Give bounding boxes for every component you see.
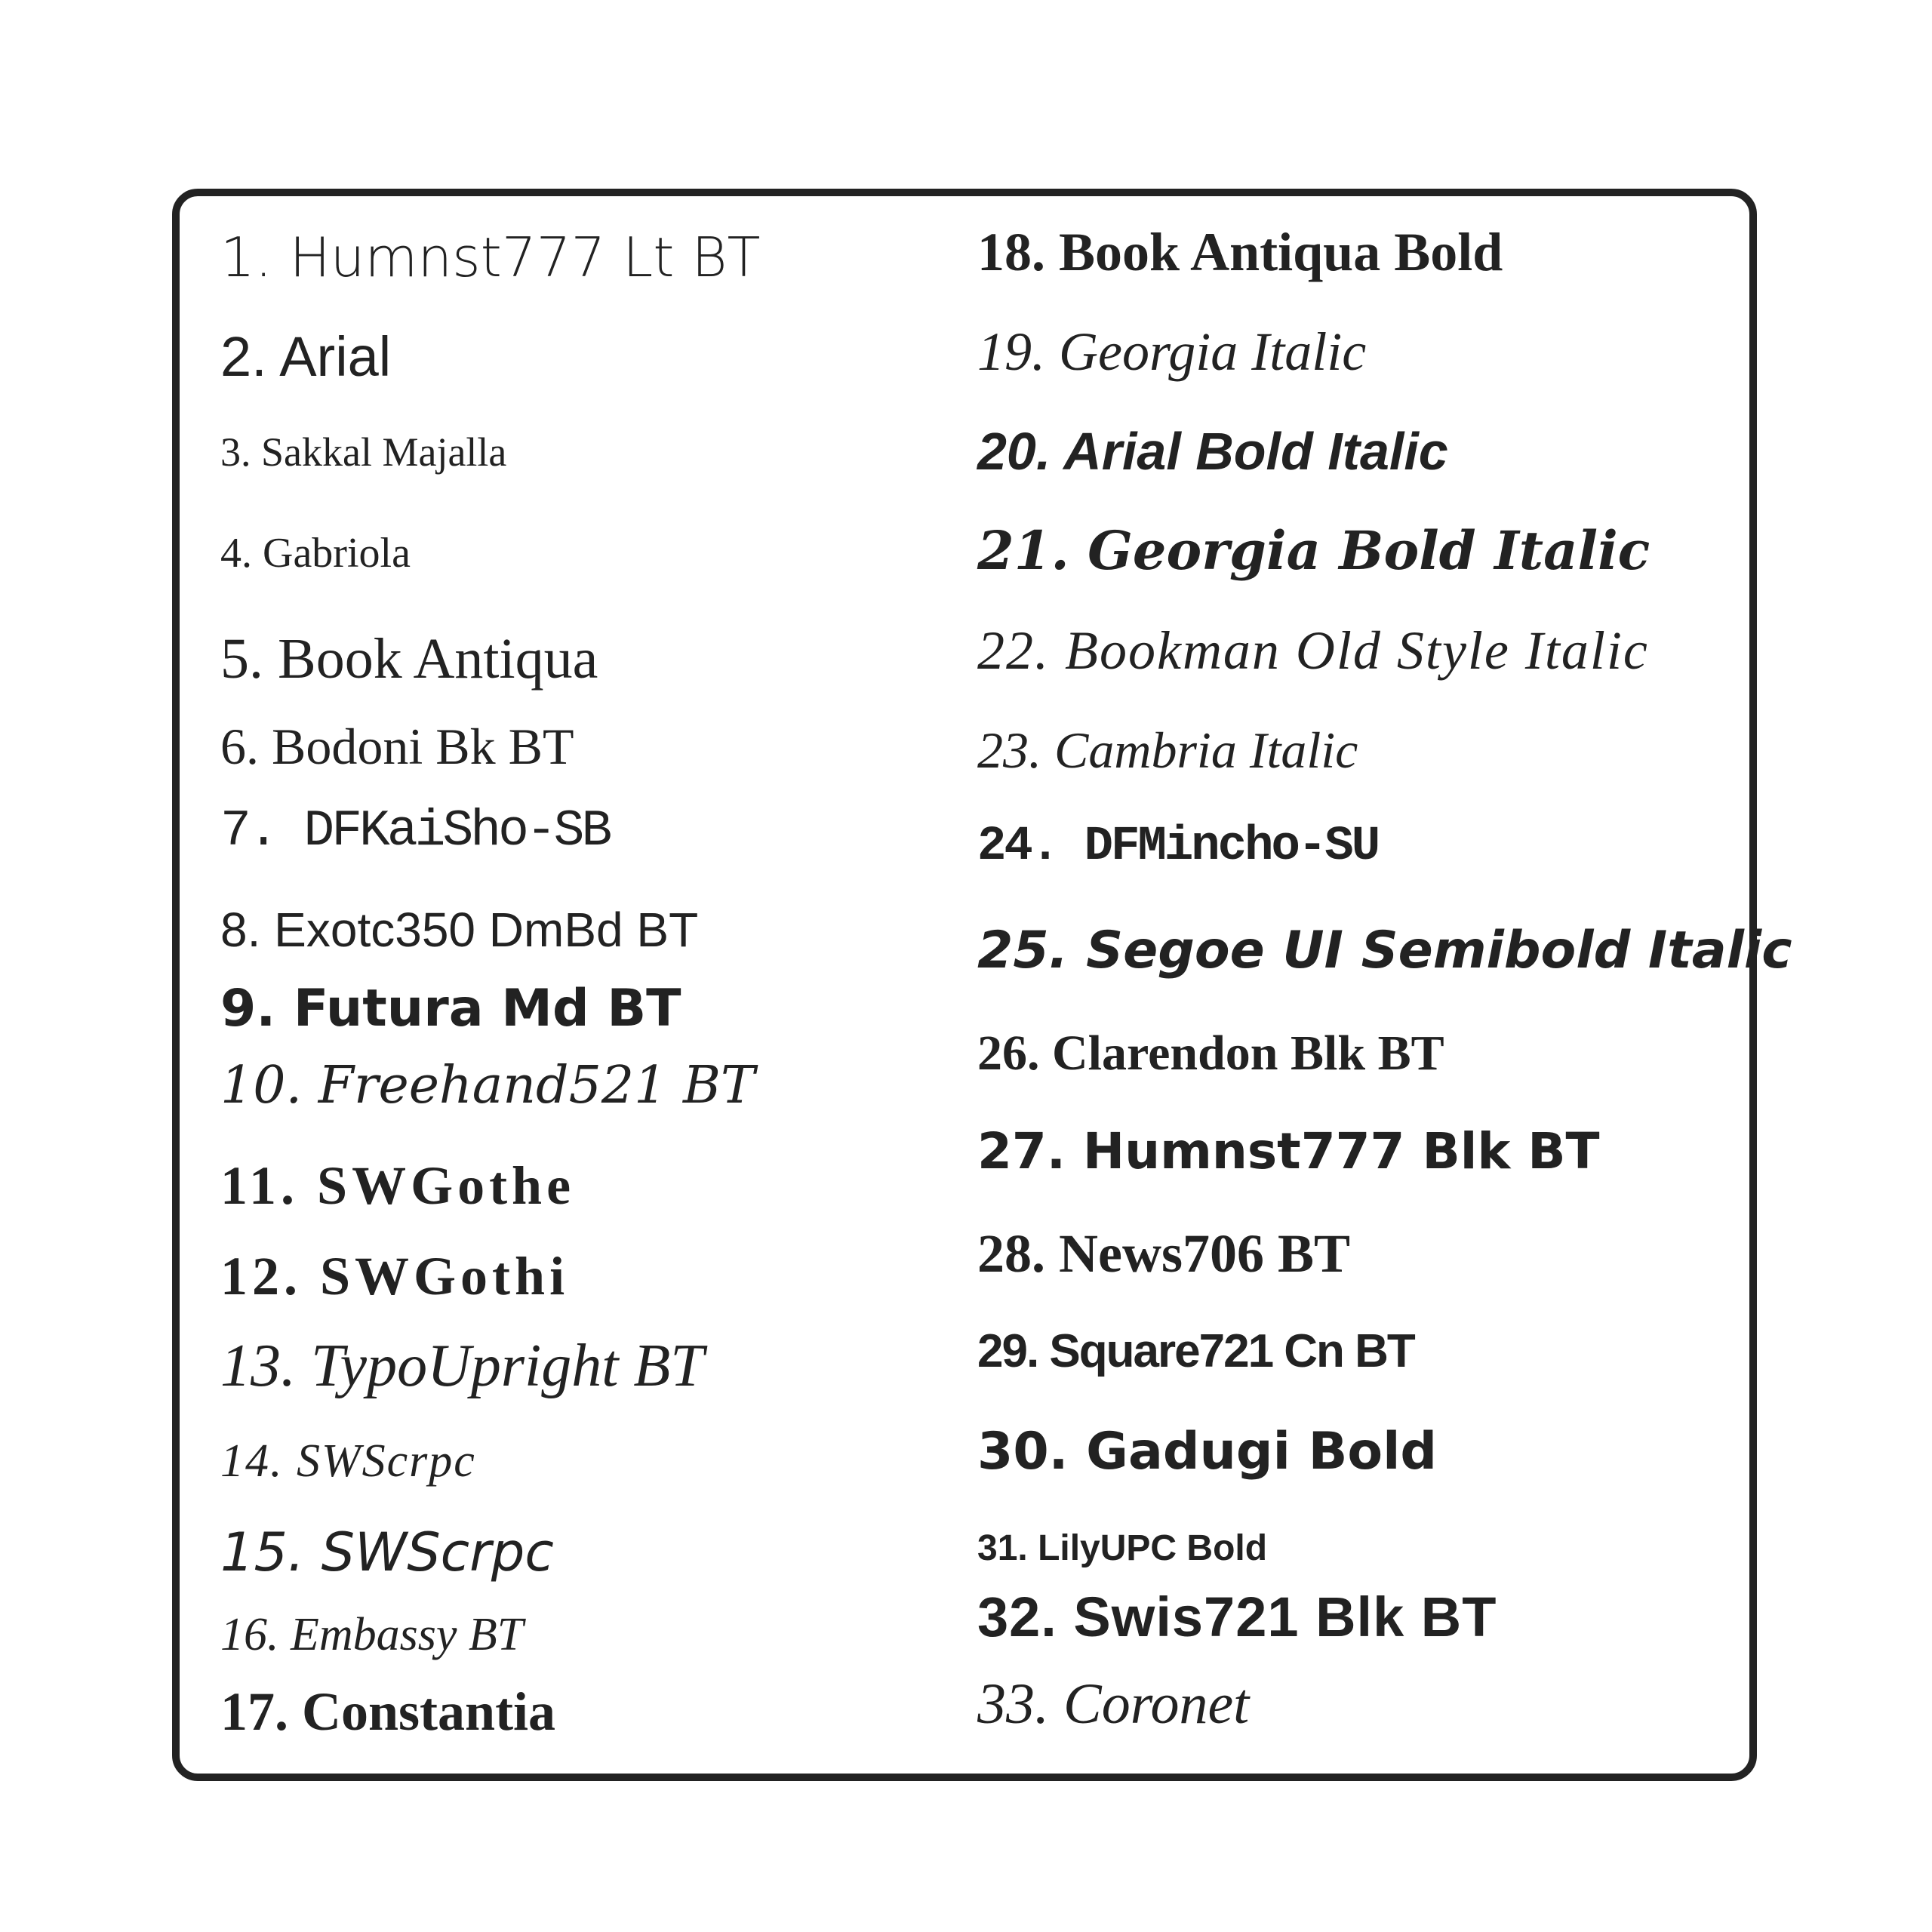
font-sample-23: 23. Cambria Italic (977, 721, 1358, 779)
font-sample-12: 12. SWGothi (220, 1246, 570, 1306)
font-sample-27: 27. Humnst777 Blk BT (977, 1122, 1600, 1180)
font-sample-10: 10. Freehand521 BT (220, 1056, 755, 1115)
font-sample-15: 15. SWScrpc (220, 1521, 554, 1583)
font-sample-11: 11. SWGothe (220, 1155, 576, 1216)
font-sample-22: 22. Bookman Old Style Italic (977, 620, 1649, 681)
font-sample-28: 28. News706 BT (977, 1223, 1351, 1284)
font-sample-1: 1. Humnst777 Lt BT (220, 226, 761, 289)
font-sample-3: 3. Sakkal Majalla (220, 429, 507, 475)
font-sample-31: 31. LilyUPC Bold (977, 1528, 1268, 1568)
font-sample-2: 2. Arial (220, 325, 392, 388)
font-sample-33: 33. Coronet (977, 1672, 1250, 1736)
font-sample-4: 4. Gabriola (220, 530, 411, 577)
font-sample-8: 8. Exotc350 DmBd BT (220, 903, 699, 957)
font-sample-30: 30. Gadugi Bold (977, 1422, 1438, 1481)
font-sample-14: 14. SWScrpc (220, 1435, 476, 1487)
font-sample-13: 13. TypoUpright BT (220, 1333, 704, 1399)
font-sample-26: 26. Clarendon Blk BT (977, 1026, 1444, 1081)
font-sample-7: 7. DFKaiSho-SB (220, 802, 610, 860)
font-sample-16: 16. Embassy BT (220, 1609, 524, 1660)
font-sample-18: 18. Book Antiqua Bold (977, 222, 1503, 282)
font-sample-9: 9. Futura Md BT (220, 979, 681, 1038)
font-sample-32: 32. Swis721 Blk BT (977, 1586, 1497, 1648)
font-sample-29: 29. Square721 Cn BT (977, 1325, 1414, 1377)
font-sample-19: 19. Georgia Italic (977, 321, 1367, 382)
font-sample-20: 20. Arial Bold Italic (977, 422, 1448, 481)
font-sample-25: 25. Segoe UI Semibold Italic (977, 921, 1792, 980)
font-sample-24: 24. DFMincho-SU (977, 820, 1379, 874)
font-sample-17: 17. Constantia (220, 1681, 556, 1742)
font-sample-6: 6. Bodoni Bk BT (220, 718, 574, 775)
font-sample-21: 21. Georgia Bold Italic (977, 519, 1651, 582)
font-sample-5: 5. Book Antiqua (220, 627, 598, 691)
